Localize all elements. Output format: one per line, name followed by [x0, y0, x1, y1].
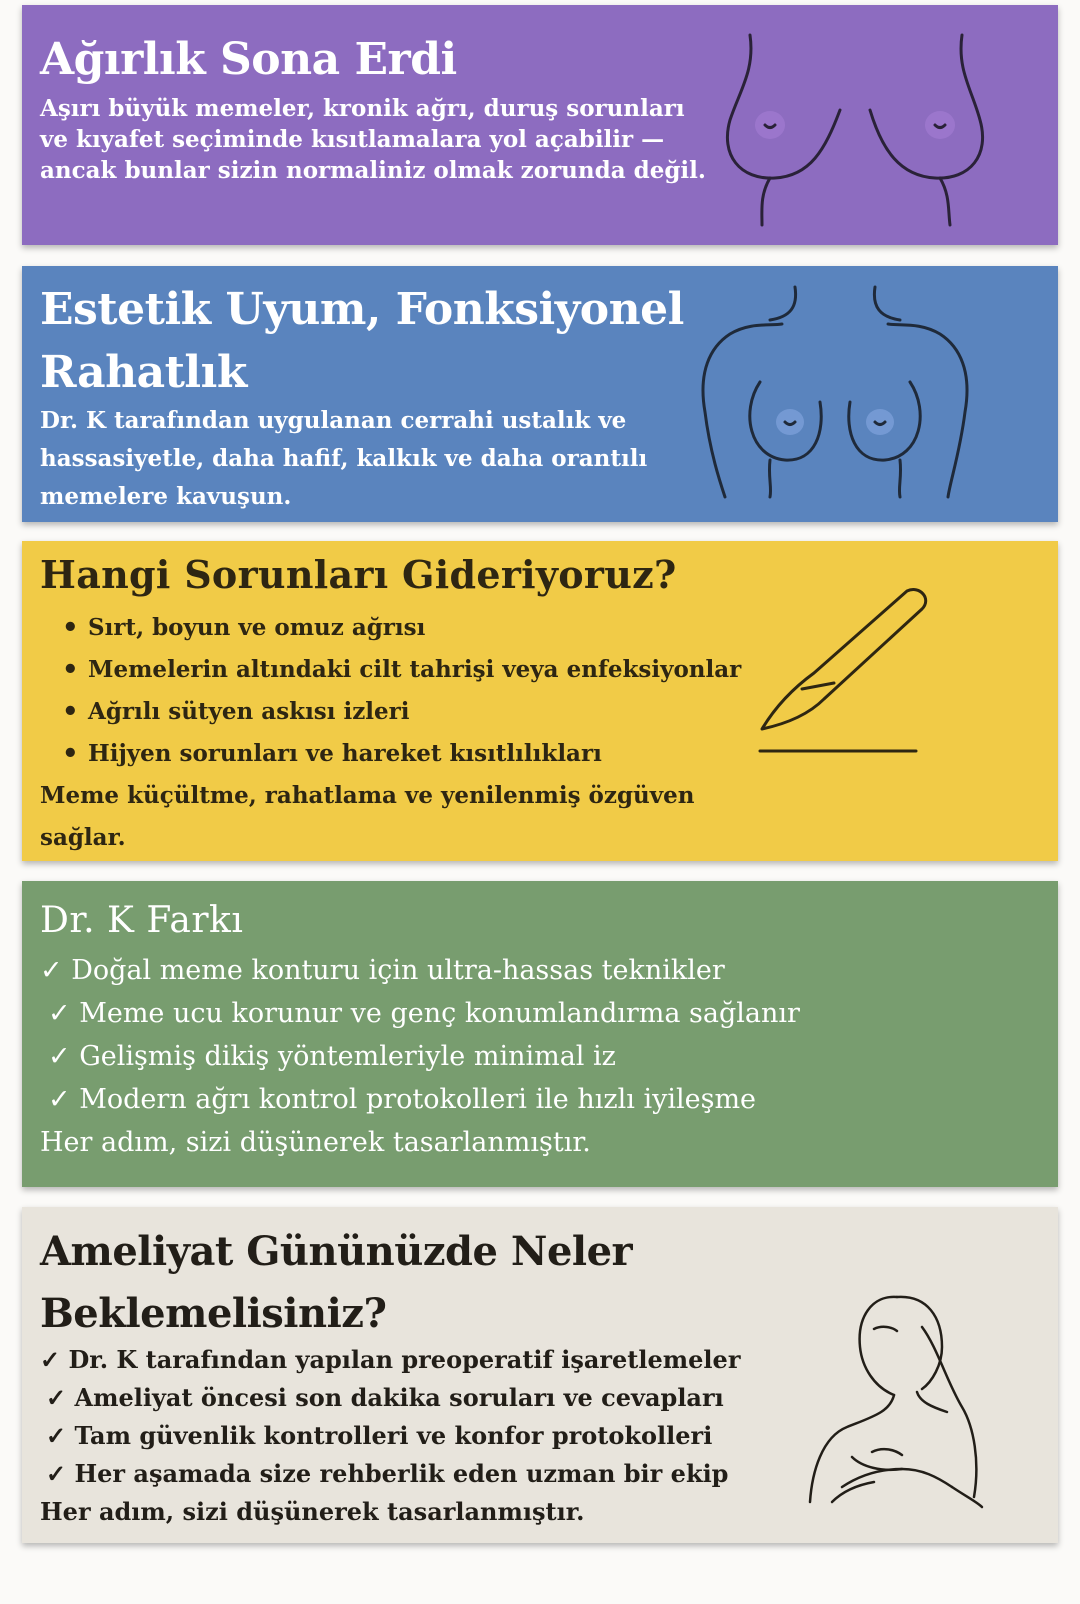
list-item: ✓ Meme ucu korunur ve genç konumlandırma sağlanır: [48, 998, 800, 1029]
section-description: Dr. K tarafından uygulanan cerrahi ustalık ve hassasiyetle, daha hafif, kalkık ve daha orantılı memelere kavuşun.: [40, 407, 648, 510]
section-surgery-day: [22, 1207, 1058, 1543]
list-item: • Hijyen sorunları ve hareket kısıtlılıkları: [70, 733, 741, 775]
section-title: Ağırlık Sona Erdi: [40, 34, 457, 85]
list-item: ✓ Gelişmiş dikiş yöntemleriyle minimal iz: [48, 1041, 616, 1072]
list-item: ✓ Modern ağrı kontrol protokolleri ile hızlı iyileşme: [48, 1084, 757, 1115]
list-item: ✓ Doğal meme konturu için ultra-hassas teknikler: [40, 955, 725, 986]
list-item: • Sırt, boyun ve omuz ağrısı: [70, 607, 741, 649]
section-summary: Meme küçültme, rahatlama ve yenilenmiş özgüven sağlar.: [40, 782, 695, 851]
scalpel-icon: [752, 581, 932, 761]
breasts-outline-icon: [700, 30, 1000, 230]
section-title: Dr. K Farkı: [40, 900, 244, 941]
torso-outline-icon: [690, 282, 980, 507]
surgery-day-list: [40, 1341, 740, 1493]
problem-list: [70, 607, 741, 775]
section-aesthetic-harmony: [22, 266, 1058, 522]
list-item: ✓ Tam güvenlik kontrolleri ve konfor protokolleri: [46, 1421, 713, 1450]
section-weight-relief: [22, 5, 1058, 245]
section-problems: [22, 541, 1058, 861]
list-item: ✓ Ameliyat öncesi son dakika soruları ve cevapları: [46, 1383, 724, 1412]
section-description: Aşırı büyük memeler, kronik ağrı, duruş sorunları ve kıyafet seçiminde kısıtlamalara yol açabilir — ancak bunlar sizin normaliniz olmak zorunda değil.: [40, 95, 706, 184]
section-title: Estetik Uyum, Fonksiyonel Rahatlık: [40, 284, 684, 398]
woman-outline-icon: [802, 1287, 1012, 1517]
section-dr-k-difference: [22, 881, 1058, 1187]
advantage-list: [40, 949, 800, 1121]
section-title: Ameliyat Gününüzde Neler Beklemelisiniz?: [40, 1228, 633, 1337]
section-summary: Her adım, sizi düşünerek tasarlanmıştır.: [40, 1497, 585, 1526]
list-item: ✓ Her aşamada size rehberlik eden uzman bir ekip: [46, 1459, 729, 1488]
list-item: • Ağrılı sütyen askısı izleri: [70, 691, 741, 733]
list-item: • Memelerin altındaki cilt tahrişi veya enfeksiyonlar: [70, 649, 741, 691]
list-item: ✓ Dr. K tarafından yapılan preoperatif işaretlemeler: [40, 1345, 741, 1374]
section-title: Hangi Sorunları Gideriyoruz?: [40, 552, 677, 597]
section-summary: Her adım, sizi düşünerek tasarlanmıştır.: [40, 1127, 591, 1158]
